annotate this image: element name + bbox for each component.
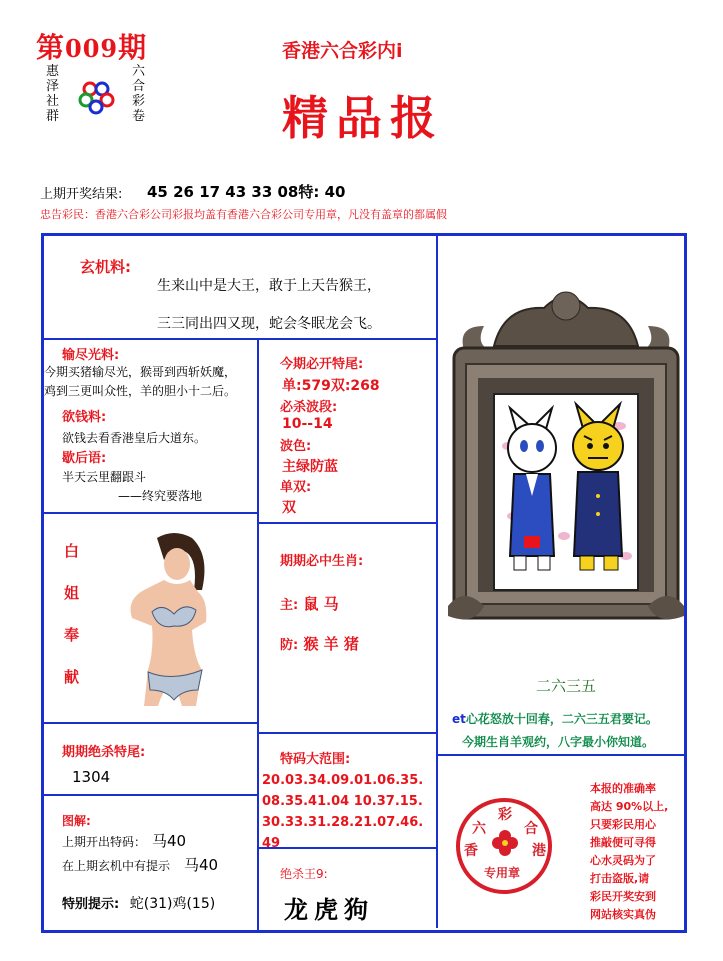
- flower-icon: [490, 828, 520, 858]
- warning-text: 忠告彩民：香港六合彩公司彩报均盖有香港六合彩公司专用章，凡没有盖章的都属假: [40, 208, 447, 221]
- last-results: 上期开奖结果:: [40, 187, 123, 202]
- tema-value: 单:579双:268: [282, 378, 380, 394]
- side-label-left: 惠 泽 社 群: [46, 64, 60, 124]
- number-caption: 二六三五: [536, 677, 597, 695]
- verse-line-2: 今期生肖羊观约，八字最小你知道。: [462, 735, 655, 749]
- xuanji-line-2: 三三同出四又现，蛇会冬眠龙会飞。: [157, 316, 381, 332]
- bose-label: 波色:: [280, 439, 312, 454]
- yuqian-label: 欲钱料:: [62, 410, 107, 425]
- tema-label: 今期必开特尾:: [280, 357, 364, 372]
- bosha-label: 必杀波段:: [280, 400, 338, 415]
- paper-title: 香港六合彩内i: [282, 40, 403, 62]
- jueshawang-label: 绝杀王9:: [280, 867, 328, 881]
- shengxiao-fang: 防: 猴 羊 猪: [280, 635, 359, 653]
- jueshawei-label: 期期绝杀特尾:: [62, 745, 146, 760]
- shuzhuan-label: 输尽光料:: [62, 348, 120, 363]
- yuqian-text: 欲钱去看香港皇后大道东。: [62, 431, 207, 445]
- model-photo: [122, 530, 217, 712]
- xiehou-answer: ——终究要落地: [118, 489, 203, 503]
- danshuang-label: 单双:: [280, 480, 312, 495]
- tema-range-rows: 20.03.34.09.01.06.35. 08.35.41.04 10.37.15. 30.33.31.28.21.07.46. 49: [262, 773, 424, 851]
- verse-line-1: et心花怒放十回春，二六三五君要记。: [452, 712, 658, 726]
- jueshawei-value: 1304: [72, 768, 111, 786]
- big-title: 精品报: [282, 91, 444, 145]
- bai-jie-vertical: 白 姐 奉 献: [64, 542, 80, 686]
- lottery-logo-icon: [80, 80, 114, 114]
- stamp: 彩 六 合 香 港 专用章: [456, 798, 552, 894]
- accuracy-text: 本报的准确率 高达 90%以上, 只要彩民用心 推敲便可寻得 心水灵码为了 打击盗版,请 彩民开奖安到 网站核实真伪: [590, 782, 669, 921]
- shuzhuan-line-2: 鸡到三更叫众性，羊的胆小十二后。: [44, 384, 237, 398]
- tujie-line-2: 在上期玄机中有提示 马40: [62, 856, 219, 874]
- side-label-right: 六 合 彩 卷: [132, 64, 146, 124]
- bosha-value: 10--14: [282, 416, 333, 432]
- xuanji-label: 玄机料:: [80, 258, 131, 276]
- danshuang-value: 双: [282, 500, 296, 516]
- tema-range-label: 特码大范围:: [280, 752, 351, 767]
- jueshawang-value: 龙虎狗: [284, 895, 374, 924]
- shengxiao-label: 期期必中生肖:: [280, 554, 364, 569]
- special-hint: 特别提示: 蛇(31)鸡(15): [62, 896, 216, 912]
- xuanji-line-1: 生来山中是大王，敢于上天告猴王，: [157, 278, 381, 294]
- xiehou-text: 半天云里翻跟斗: [62, 470, 147, 484]
- xiehou-label: 歇后语:: [62, 451, 107, 466]
- bose-value: 主绿防蓝: [282, 459, 338, 475]
- tujie-label: 图解:: [62, 814, 91, 828]
- ornate-frame-picture: [444, 286, 688, 626]
- shengxiao-main: 主: 鼠 马: [280, 595, 339, 613]
- last-results-numbers: 45 26 17 43 33 08特: 40: [147, 183, 346, 201]
- shuzhuan-line-1: 今期买猪输尽光，猴哥到西斩妖魔，: [44, 365, 237, 379]
- tujie-line-1: 上期开出特码： 马40: [62, 832, 187, 850]
- issue-number: 第009期: [36, 31, 148, 64]
